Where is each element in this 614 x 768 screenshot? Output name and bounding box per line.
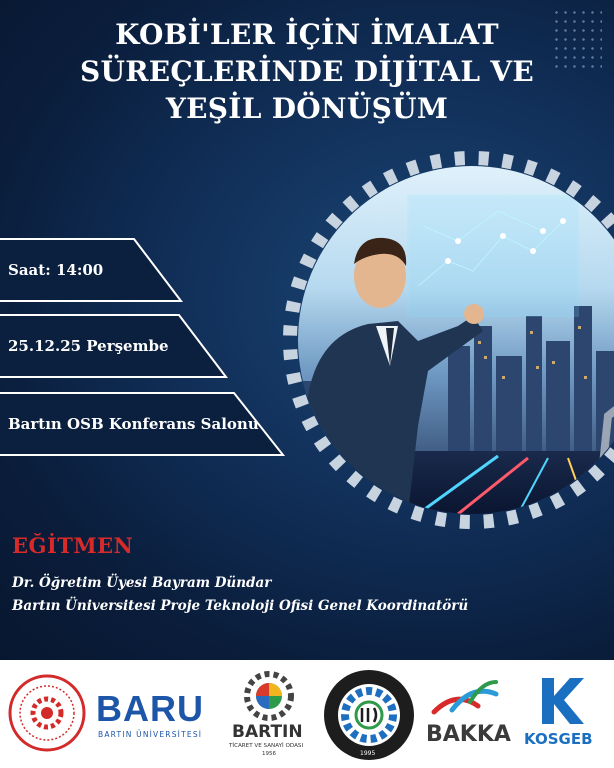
- poster-headline: [0, 16, 614, 127]
- ministry-seal-logo: [8, 674, 86, 752]
- headline-line-1: KOBİ'LER İÇİN İMALAT: [115, 18, 499, 51]
- sponsor-logo-bar: [0, 660, 614, 768]
- kosgeb-wordmark: KOSGEB: [524, 730, 593, 748]
- headline-line-3: YEŞİL DÖNÜŞÜM: [165, 92, 449, 125]
- bartin-osb-logo: [322, 668, 416, 762]
- btso-year: 1956: [262, 751, 276, 757]
- kosgeb-logo: [520, 676, 608, 756]
- trainer-name: Dr. Öğretim Üyesi Bayram Dündar: [12, 575, 272, 591]
- baru-wordmark: BARU: [96, 688, 204, 729]
- bartin-tso-logo: [226, 670, 312, 766]
- headline-line-2: SÜREÇLERİNDE DİJİTAL VE: [79, 55, 535, 88]
- bakka-logo: [426, 680, 512, 750]
- baru-subtitle: BARTIN ÜNİVERSİTESİ: [98, 730, 203, 739]
- event-venue: Bartın OSB Konferans Salonu: [8, 415, 259, 433]
- baru-logo: [96, 688, 216, 748]
- event-time: Saat: 14:00: [8, 261, 104, 279]
- venue-banner: [0, 392, 286, 456]
- osb-ring-text: [322, 468, 340, 469]
- osb-year: 1995: [360, 750, 376, 757]
- trainer-heading: EĞİTMEN: [12, 533, 134, 558]
- trainer-role: Bartın Üniversitesi Proje Teknoloji Ofisi Genel Koordinatörü: [12, 598, 469, 614]
- btso-wordmark: BARTIN: [232, 722, 303, 742]
- btso-subtitle: TİCARET VE SANAYİ ODASI: [229, 743, 304, 749]
- event-date: 25.12.25 Perşembe: [8, 337, 169, 355]
- date-banner: [0, 314, 229, 378]
- time-banner: [0, 238, 184, 302]
- bakka-wordmark: BAKKA: [426, 722, 511, 747]
